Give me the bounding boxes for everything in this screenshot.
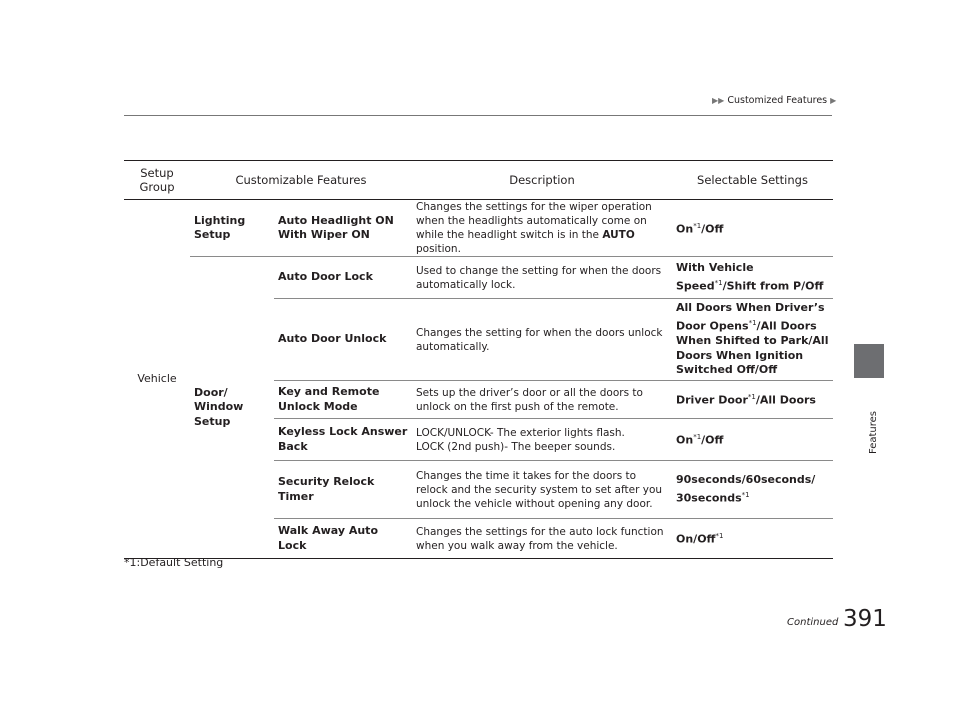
feature-name: Auto Door Lock (274, 257, 412, 299)
feature-settings: Driver Door$^{*1}$/All Doors (672, 381, 833, 419)
feature-name: Security Relock Timer (274, 461, 412, 519)
section-tab-marker (854, 344, 884, 378)
arrow-right-icon: ▶ (830, 96, 837, 105)
feature-name: Key and Remote Unlock Mode (274, 381, 412, 419)
customization-table (124, 160, 833, 559)
feature-settings: On$^{*1}$/Off (672, 200, 833, 257)
header-customizable-features: Customizable Features (190, 161, 412, 200)
breadcrumb (712, 95, 836, 106)
header-selectable-settings: Selectable Settings (672, 161, 833, 200)
table-row (124, 200, 833, 257)
header-description: Description (412, 161, 672, 200)
feature-settings: On$^{*1}$/Off (672, 419, 833, 461)
feature-description: Sets up the driver’s door or all the doors to unlock on the first push of the remote. (412, 381, 672, 419)
feature-settings: All Doors When Driver’s Door Opens$^{*1}$/All Doors When Shifted to Park/All Doors When Ignition Switched Off/Off (672, 299, 833, 381)
feature-settings: 90seconds/60seconds/ 30seconds$^{*1}$ (672, 461, 833, 519)
feature-description: Changes the settings for the auto lock function when you walk away from the vehicle. (412, 519, 672, 559)
breadcrumb-label: Customized Features (727, 95, 828, 106)
feature-description: Changes the settings for the wiper operation when the headlights automatically come on while the headlight switch is in the AUTO position. (412, 200, 672, 257)
feature-description: Changes the setting for when the doors unlock automatically. (412, 299, 672, 381)
page-number: 391 (843, 606, 887, 632)
feature-name: Walk Away Auto Lock (274, 519, 412, 559)
footnote: *1:Default Setting (124, 556, 224, 569)
feature-description: Used to change the setting for when the doors automatically lock. (412, 257, 672, 299)
feature-name: Auto Headlight ON With Wiper ON (274, 200, 412, 257)
feature-description: Changes the time it takes for the doors to relock and the security system to set after you unlock the vehicle without opening any door. (412, 461, 672, 519)
feature-description: LOCK/UNLOCK- The exterior lights flash. LOCK (2nd push)- The beeper sounds. (412, 419, 672, 461)
table-row (124, 257, 833, 299)
continued-label: Continued (787, 617, 839, 628)
header-setup-group: Setup Group (124, 161, 190, 200)
header-divider (124, 115, 832, 116)
section-tab-label: Features (868, 411, 879, 454)
subgroup-lighting-setup: Lighting Setup (190, 200, 274, 257)
group-vehicle: Vehicle (124, 200, 190, 559)
feature-name: Auto Door Unlock (274, 299, 412, 381)
subgroup-door-window-setup: Door/ Window Setup (190, 257, 274, 559)
arrow-right-icon: ▶▶ (712, 96, 725, 105)
feature-settings: With Vehicle Speed$^{*1}$/Shift from P/Off (672, 257, 833, 299)
feature-name: Keyless Lock Answer Back (274, 419, 412, 461)
table-header-row (124, 161, 833, 200)
feature-settings: On/Off$^{*1}$ (672, 519, 833, 559)
